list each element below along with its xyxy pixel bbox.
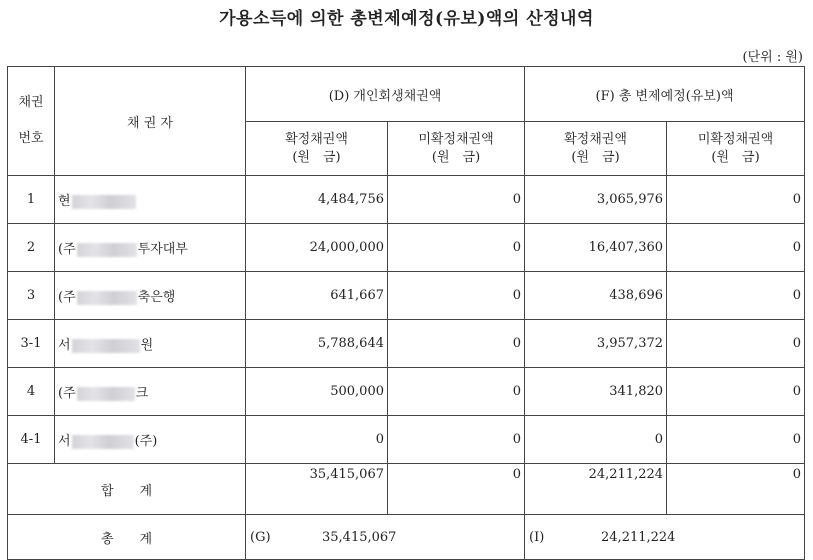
d-unconfirmed-value: 0: [388, 176, 525, 224]
row-number: 3-1: [8, 320, 55, 368]
creditor-header: 채 권 자: [55, 67, 246, 176]
d-unconfirmed-value: 0: [388, 416, 525, 464]
d-unconfirmed-value: 0: [388, 224, 525, 272]
f-unconfirmed-value: 0: [667, 272, 805, 320]
row-number: 4-1: [8, 416, 55, 464]
d-confirmed-value: 24,000,000: [246, 224, 388, 272]
f-confirmed-value: 0: [525, 416, 667, 464]
sum-f-confirmed: 24,211,224: [525, 464, 667, 515]
f-unconfirmed-value: 0: [667, 416, 805, 464]
total-i-label: (I): [529, 529, 545, 545]
creditor-name: 서 (주): [55, 416, 246, 464]
row-number: 3: [8, 272, 55, 320]
row-number: 2: [8, 224, 55, 272]
d-unconfirmed-header: 미확정채권액 (원 금): [388, 122, 525, 176]
group-f-header: (F) 총 변제예정(유보)액: [525, 67, 805, 122]
table-row: [8, 272, 805, 320]
table-row: [8, 368, 805, 416]
total-g-label: (G): [250, 529, 271, 545]
sum-label: 합 계: [8, 464, 246, 515]
total-i-cell: [525, 515, 805, 560]
d-confirmed-value: 641,667: [246, 272, 388, 320]
total-g-cell: [246, 515, 525, 560]
d-confirmed-header: 확정채권액 (원 금): [246, 122, 388, 176]
f-confirmed-header: 확정채권액 (원 금): [525, 122, 667, 176]
f-unconfirmed-header: 미확정채권액 (원 금): [667, 122, 805, 176]
f-unconfirmed-value: 0: [667, 320, 805, 368]
total-g-value: 35,415,067: [322, 529, 397, 545]
redaction-blur: [72, 195, 136, 209]
d-confirmed-value: 0: [246, 416, 388, 464]
table-row: [8, 224, 805, 272]
table-row: [8, 320, 805, 368]
sum-d-confirmed: 35,415,067: [246, 464, 388, 515]
f-unconfirmed-value: 0: [667, 224, 805, 272]
group-d-header: (D) 개인회생채권액: [246, 67, 525, 122]
table-row: [8, 416, 805, 464]
f-confirmed-value: 3,065,976: [525, 176, 667, 224]
creditor-name: (주 투자대부: [55, 224, 246, 272]
total-i-value: 24,211,224: [601, 529, 676, 545]
document-title: 가용소득에 의한 총변제예정(유보)액의 산정내역: [219, 9, 594, 29]
d-confirmed-value: 5,788,644: [246, 320, 388, 368]
total-row: [8, 515, 805, 560]
row-number: 1: [8, 176, 55, 224]
d-confirmed-value: 500,000: [246, 368, 388, 416]
f-confirmed-value: 341,820: [525, 368, 667, 416]
sum-f-unconfirmed: 0: [667, 464, 805, 515]
creditor-number-header: 채권 번호: [8, 67, 55, 176]
sum-row: [8, 464, 805, 515]
creditor-name: (주 크: [55, 368, 246, 416]
d-confirmed-value: 4,484,756: [246, 176, 388, 224]
row-number: 4: [8, 368, 55, 416]
unit-label: (단위 : 원): [742, 50, 803, 65]
f-confirmed-value: 438,696: [525, 272, 667, 320]
d-unconfirmed-value: 0: [388, 320, 525, 368]
creditor-name: 현: [55, 176, 246, 224]
sum-d-unconfirmed: 0: [388, 464, 525, 515]
creditor-name: 서 원: [55, 320, 246, 368]
repayment-table: [7, 66, 805, 560]
redaction-blur: [72, 339, 140, 353]
f-confirmed-value: 16,407,360: [525, 224, 667, 272]
total-label: 총 계: [8, 515, 246, 560]
table-row: [8, 176, 805, 224]
d-unconfirmed-value: 0: [388, 272, 525, 320]
redaction-blur: [77, 243, 137, 257]
redaction-blur: [77, 387, 135, 401]
redaction-blur: [77, 291, 137, 305]
redaction-blur: [72, 435, 134, 449]
d-unconfirmed-value: 0: [388, 368, 525, 416]
f-unconfirmed-value: 0: [667, 176, 805, 224]
creditor-name: (주 축은행: [55, 272, 246, 320]
f-confirmed-value: 3,957,372: [525, 320, 667, 368]
f-unconfirmed-value: 0: [667, 368, 805, 416]
